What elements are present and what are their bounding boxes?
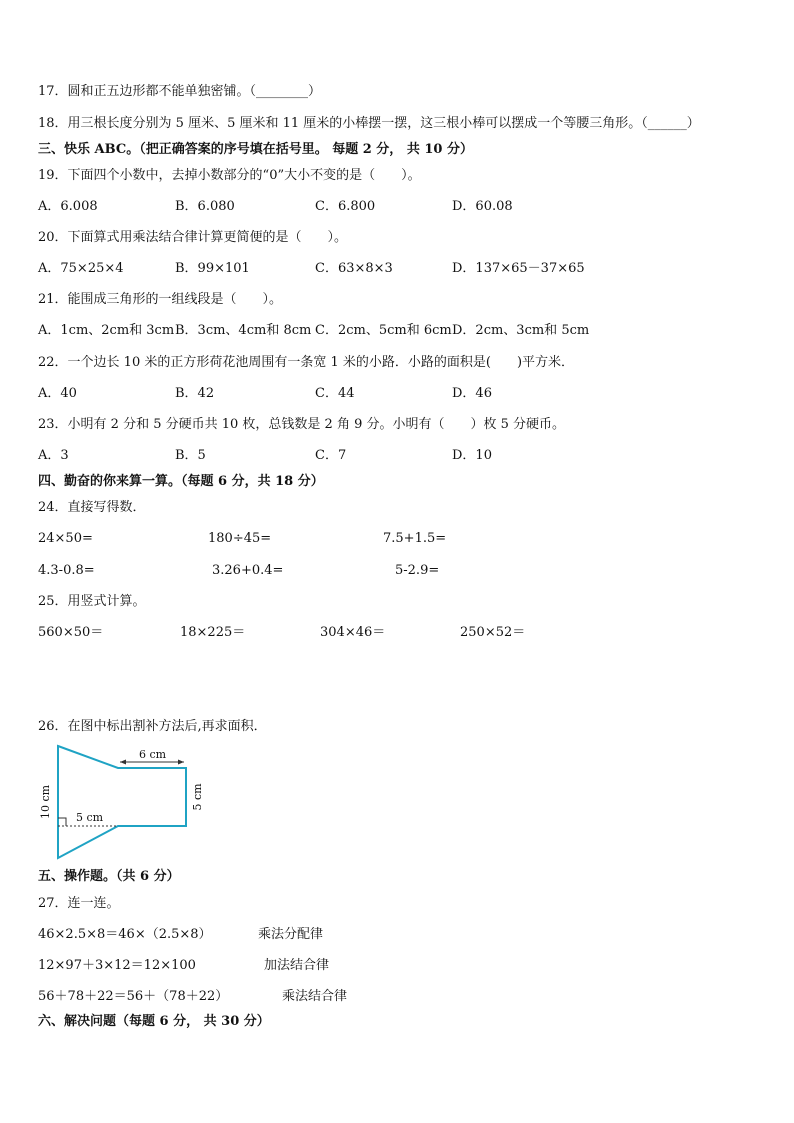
calc-24-2: 180÷45=: [208, 531, 272, 546]
option-23-b: B．5: [175, 448, 206, 463]
vertical-calc-4: 250×52＝: [460, 625, 526, 640]
option-21-a: A．1cm、2cm和 3cm: [38, 323, 175, 338]
option-19-d: D．60.08: [452, 199, 513, 214]
top-dimension-label: 6 cm: [139, 748, 167, 761]
option-19-c: C．6.800: [315, 199, 376, 214]
calc-24-4: 4.3-0.8=: [38, 563, 95, 578]
option-23-c: C．7: [315, 448, 347, 463]
match-right-3: 乘法结合律: [282, 989, 348, 1004]
right-angle-mark: [58, 818, 66, 826]
option-20-c: C．63×8×3: [315, 261, 393, 276]
vertical-calc-2: 18×225＝: [180, 625, 246, 640]
option-22-a: A．40: [38, 386, 77, 401]
option-19-b: B．6.080: [175, 199, 235, 214]
question-27-stem: 27．连一连。: [38, 896, 120, 911]
question-25-stem: 25．用竖式计算。: [38, 594, 146, 609]
option-21-d: D．2cm、3cm和 5cm: [452, 323, 590, 338]
calc-24-3: 7.5+1.5=: [383, 531, 447, 546]
option-21-b: B．3cm、4cm和 8cm: [175, 323, 312, 338]
question-26-stem: 26．在图中标出割补方法后,再求面积．: [38, 719, 267, 734]
section-3-heading: 三、快乐 ABC。（把正确答案的序号填在括号里。 每题 2 分， 共 10 分）: [38, 142, 473, 157]
match-right-1: 乘法分配律: [258, 927, 324, 942]
option-21-c: C．2cm、5cm和 6cm: [315, 323, 452, 338]
option-22-d: D．46: [452, 386, 492, 401]
calc-24-6: 5-2.9=: [395, 563, 440, 578]
match-left-1: 46×2.5×8＝46×（2.5×8）: [38, 927, 212, 942]
match-left-3: 56＋78＋22＝56＋（78＋22）: [38, 989, 229, 1004]
left-dimension-label: 10 cm: [39, 784, 52, 820]
question-20-stem: 20．下面算式用乘法结合律计算更简便的是（ ）。: [38, 230, 348, 245]
question-22-stem: 22．一个边长 10 米的正方形荷花池周围有一条宽 1 米的小路．小路的面积是( )平方米．: [38, 355, 575, 370]
option-19-a: A．6.008: [38, 199, 98, 214]
section-4-heading: 四、勤奋的你来算一算。（每题 6 分，共 18 分）: [38, 474, 324, 489]
vertical-calc-1: 560×50＝: [38, 625, 104, 640]
composite-shape-figure: [36, 740, 216, 864]
option-20-d: D．137×65－37×65: [452, 261, 585, 276]
question-24-stem: 24．直接写得数．: [38, 500, 146, 515]
option-20-b: B．99×101: [175, 261, 250, 276]
arrow-right-icon: [178, 760, 184, 765]
option-23-a: A．3: [38, 448, 69, 463]
calc-24-5: 3.26+0.4=: [212, 563, 284, 578]
vertical-calc-3: 304×46＝: [320, 625, 386, 640]
question-23-stem: 23．小明有 2 分和 5 分硬币共 10 枚，总钱数是 2 角 9 分。小明有（ ）枚 5 分硬币。: [38, 417, 566, 432]
match-left-2: 12×97＋3×12＝12×100: [38, 958, 196, 973]
option-22-c: C．44: [315, 386, 355, 401]
section-5-heading: 五、操作题。（共 6 分）: [38, 869, 180, 884]
question-17: 17．圆和正五边形都不能单独密铺。（________）: [38, 84, 322, 99]
match-right-2: 加法结合律: [264, 958, 330, 973]
inner-dimension-label: 5 cm: [76, 811, 104, 824]
calc-24-1: 24×50=: [38, 531, 93, 546]
question-18: 18．用三根长度分别为 5 厘米、5 厘米和 11 厘米的小棒摆一摆，这三根小棒可以摆成一个等腰三角形。（______）: [38, 116, 700, 131]
arrow-left-icon: [120, 760, 126, 765]
question-19-stem: 19．下面四个小数中，去掉小数部分的“0”大小不变的是（ ）。: [38, 168, 421, 183]
option-20-a: A．75×25×4: [38, 261, 124, 276]
section-6-heading: 六、解决问题（每题 6 分， 共 30 分）: [38, 1014, 270, 1029]
question-21-stem: 21．能围成三角形的一组线段是（ ）。: [38, 292, 283, 307]
option-23-d: D．10: [452, 448, 492, 463]
option-22-b: B．42: [175, 386, 215, 401]
right-dimension-label: 5 cm: [191, 783, 204, 811]
